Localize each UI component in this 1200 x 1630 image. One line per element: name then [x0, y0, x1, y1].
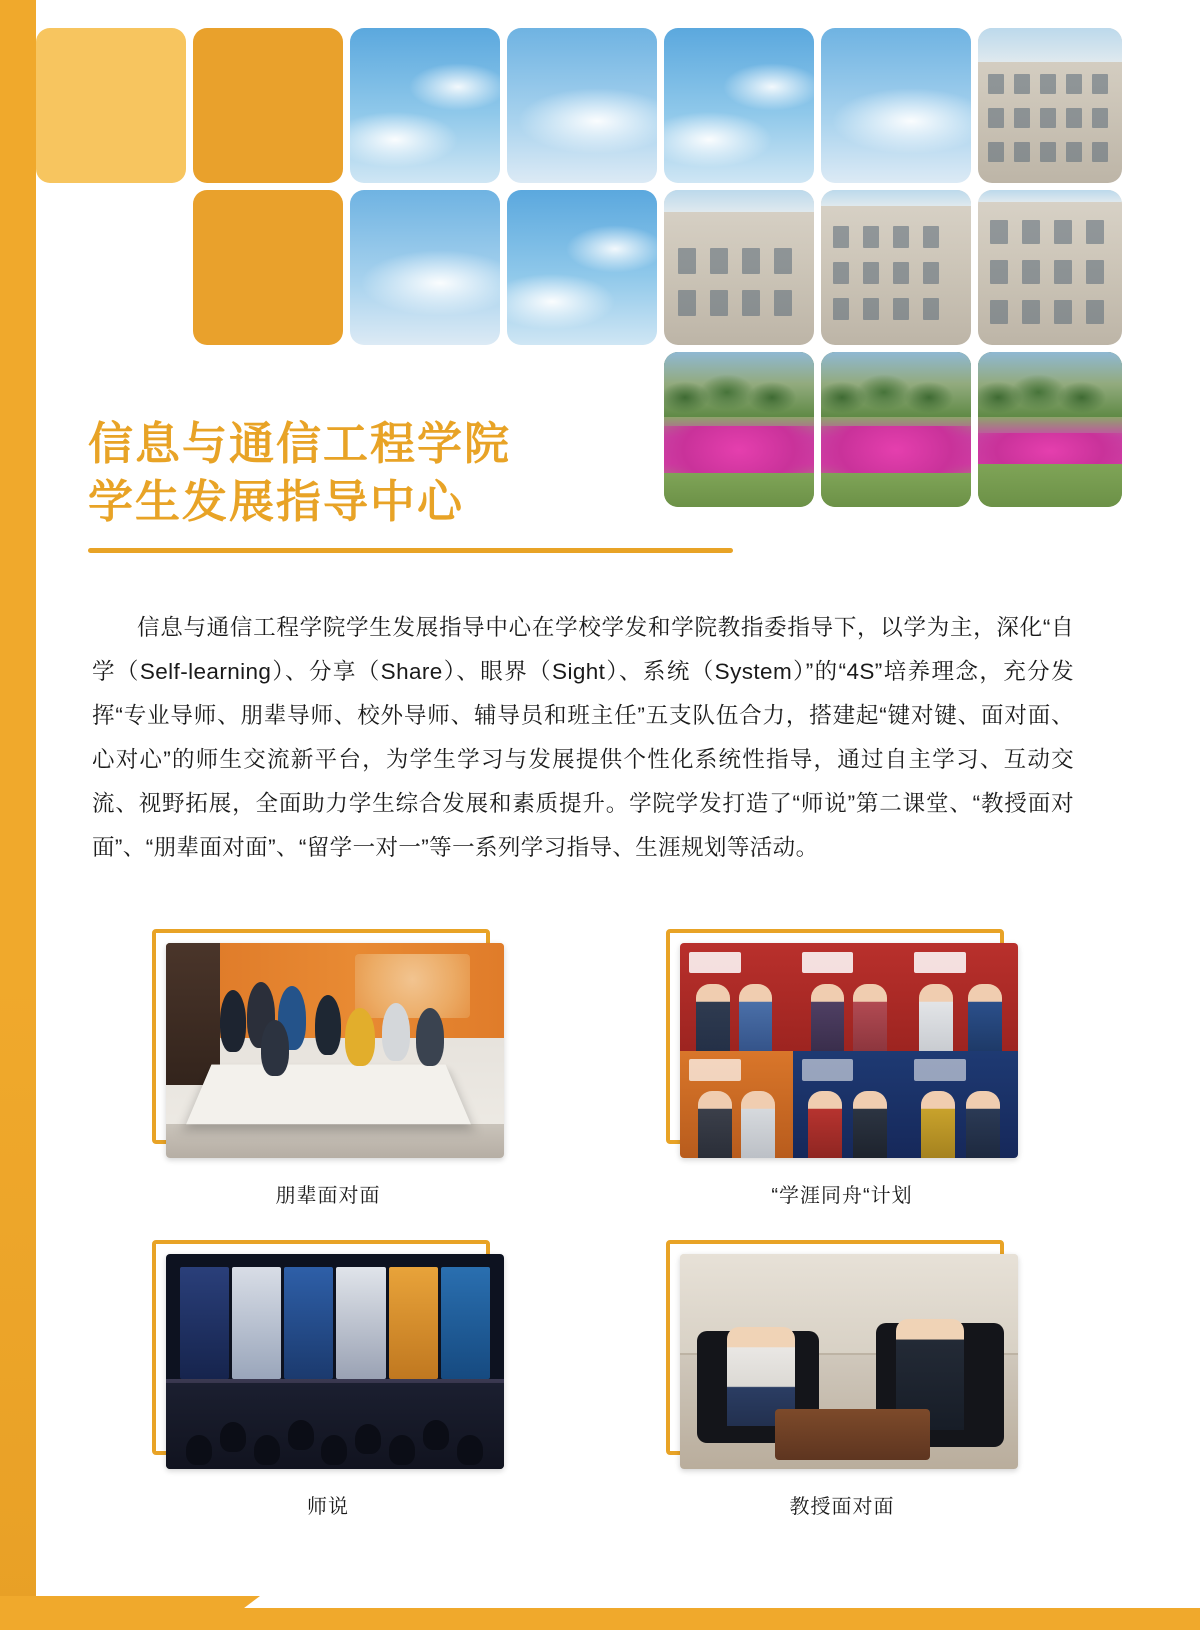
title-underline	[88, 548, 733, 553]
title-line-1: 信息与通信工程学院	[88, 418, 512, 469]
bottom-accent-bar	[0, 1576, 1200, 1630]
award-ceremony-grid-photo	[680, 943, 1018, 1158]
garden-tile-2	[821, 352, 971, 507]
building-tile-2	[664, 190, 814, 345]
lecture-hall-photo	[166, 1254, 504, 1469]
sky-tile-1	[350, 28, 500, 183]
sky-tile-3	[664, 28, 814, 183]
photo-caption: 教授面对面	[789, 1496, 895, 1518]
body-paragraph: 信息与通信工程学院学生发展指导中心在学校学发和学院教指委指导下，以学为主，深化“自学（Self-learning）、分享（Share）、眼界（Sight）、系统（System）”的“4S”培养理念，充分发挥“专业导师、朋辈导师、校外导师、辅导员和班主任”五支队伍合力，搭建起“键对键、面对面、心对心”的师生交流新平台，为学生学习与发展提供个性化系统性指导，通过自主学习、互动交流、视野拓展，全面助力学生综合发展和素质提升。学院学发打造了“师说”第二课堂、“教授面对面”、“朋辈面对面”、“留学一对一”等一系列学习指导、生涯规划等活动。	[92, 615, 1074, 860]
photo-caption: 朋辈面对面	[275, 1185, 381, 1207]
photo-caption: “学涯同舟“计划	[771, 1185, 913, 1207]
office-interview-photo	[680, 1254, 1018, 1469]
garden-tile-3	[978, 352, 1122, 507]
sky-tile-4	[821, 28, 971, 183]
photo-caption: 师说	[307, 1496, 349, 1518]
building-tile-4	[978, 190, 1122, 345]
orange-tile-2	[193, 190, 343, 345]
orange-tile	[193, 28, 343, 183]
title-line-2: 学生发展指导中心	[88, 476, 465, 527]
building-tile-1	[978, 28, 1122, 183]
building-tile-3	[821, 190, 971, 345]
sky-tile-2	[507, 28, 657, 183]
sky-tile-6	[507, 190, 657, 345]
orange-light-tile	[36, 28, 186, 183]
sky-tile-5	[350, 190, 500, 345]
classroom-workshop-photo	[166, 943, 504, 1158]
left-accent-bar	[0, 0, 36, 1630]
page-title	[88, 415, 748, 531]
